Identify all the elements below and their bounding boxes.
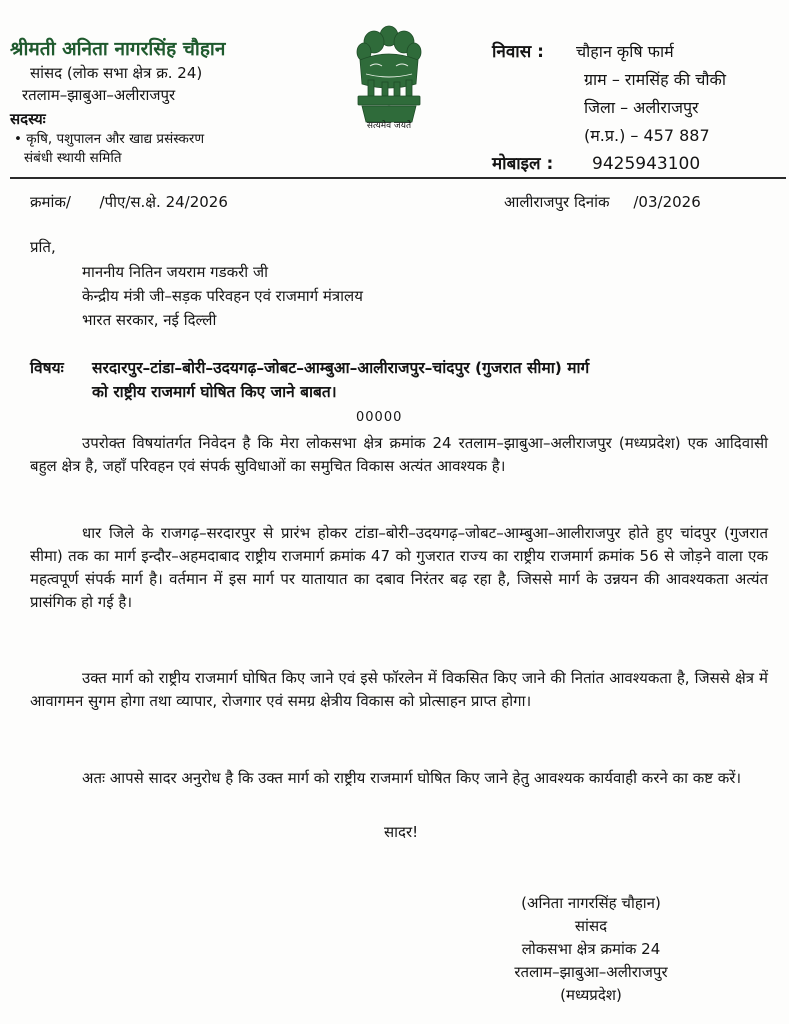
sender-constituency: रतलाम–झाबुआ–अलीराजपुर [22,86,176,104]
mobile-label: मोबाइल : [492,154,554,174]
recipient-line-1: माननीय नितिन जयराम गडकरी जी [82,263,268,281]
letterhead-divider [10,177,786,179]
residence-row-3 [492,94,784,122]
paragraph-2-text: धार जिले के राजगढ़–सरदारपुर से प्रारंभ होकर टांडा–बोरी–उदयगढ़–जोबट–आम्बुआ–आलीराजपुर होते हुए चांदपुर (गुजरात सीमा) तक का मार्ग इन्दौर–अहमदाबाद राष्ट्रीय राजमार्ग क्रमांक 47 को गुजरात राज्य का राष्ट्रीय राजमार्ग क्रमांक 56 से जोड़ने वाला एक महत्वपूर्ण संपर्क मार्ग है। वर्तमान में इस मार्ग पर यातायात का दबाव निरंतर बढ़ रहा है, जिससे मार्ग के उन्नयन की आवश्यकता अत्यंत प्रासंगिक हो गई है। [30,524,768,611]
signatory-name: (अनिता नागरसिंह चौहान) [521,894,661,912]
ornament-divider: 00000 [356,410,403,425]
emblem-motto: सत्यमेव जयते [366,121,412,131]
residence-line-2: ग्राम – रामसिंह की चौकी [584,70,726,89]
subject-line-2: को राष्ट्रीय राजमार्ग घोषित किए जाने बाबत। [92,383,337,401]
paragraph-3-text: उक्त मार्ग को राष्ट्रीय राजमार्ग घोषित किए जाने एवं इसे फॉरलेन में विकसित किए जाने की नितांत आवश्यकता है, जिससे क्षेत्र में आवागमन सुगम होगा तथा व्यापार, रोजगार एवं समग्र क्षेत्रीय विकास को प्रोत्साहन प्राप्त होगा। [30,669,768,710]
subject-label: विषयः [30,359,64,377]
letterhead-left [10,36,330,168]
signatory-line-2: रतलाम–झाबुआ–अलीराजपुर [514,963,668,981]
residence-line-3: जिला – अलीराजपुर [584,98,699,117]
signatory-line-1: लोकसभा क्षेत्र क्रमांक 24 [521,940,661,958]
body-paragraph-4 [30,767,768,790]
recipient-line-2: केन्द्रीय मंत्री जी–सड़क परिवहन एवं राजमार्ग मंत्रालय [82,287,363,305]
body-paragraph-2 [30,522,768,614]
paragraph-1-text: उपरोक्त विषयांतर्गत निवेदन है कि मेरा लोकसभा क्षेत्र क्रमांक 24 रतलाम–झाबुआ–अलीराजपुर (मध्यप्रदेश) एक आदिवासी बहुल क्षेत्र है, जहाँ परिवहन एवं संपर्क सुविधाओं का समुचित विकास अत्यंत आवश्यक है। [30,434,768,475]
residence-row [492,38,784,66]
body-paragraph-1 [30,432,768,478]
body-paragraph-3 [30,667,768,713]
reference-number: क्रमांक/ /पीए/स.क्षे. 24/2026 [30,193,228,211]
residence-row-2 [492,66,784,94]
recipient-line-3: भारत सरकार, नई दिल्ली [82,311,217,329]
residence-label: निवास : [492,42,544,62]
committee-line-1: • कृषि, पशुपालन और खाद्य प्रसंस्करण [14,131,205,147]
residence-row-4 [492,122,784,150]
committee-line-2: संबंधी स्थायी समिति [24,150,122,166]
member-label: सदस्यः [10,110,46,128]
closing-regards: सादर! [384,823,419,841]
residence-line-4: (म.प्र.) – 457 887 [584,126,710,145]
mobile-row [492,150,784,178]
signatory-line-3: (मध्यप्रदेश) [560,986,622,1004]
residence-line-1: चौहान कृषि फार्म [576,42,674,61]
sender-name: श्रीमती अनिता नागरसिंह चौहान [10,38,226,60]
recipient-address [82,260,363,332]
signatory-role: सांसद [574,917,608,935]
letterhead-right [492,38,784,178]
subject-line-1: सरदारपुर–टांडा–बोरी–उदयगढ़–जोबट–आम्बुआ–आलीराजपुर–चांदपुर (गुजरात सीमा) मार्ग [92,359,590,377]
reference-date: आलीराजपुर दिनांक /03/2026 [504,193,701,211]
salutation-to: प्रति, [30,238,56,256]
paragraph-4-text: अतः आपसे सादर अनुरोध है कि उक्त मार्ग को राष्ट्रीय राजमार्ग घोषित किए जाने हेतु आवश्यक कार्यवाही करने का कष्ट करें। [82,769,742,787]
sender-role: सांसद (लोक सभा क्षेत्र क्र. 24) [30,64,203,82]
signature-block [466,892,716,1007]
mobile-number: 9425943100 [592,154,701,174]
